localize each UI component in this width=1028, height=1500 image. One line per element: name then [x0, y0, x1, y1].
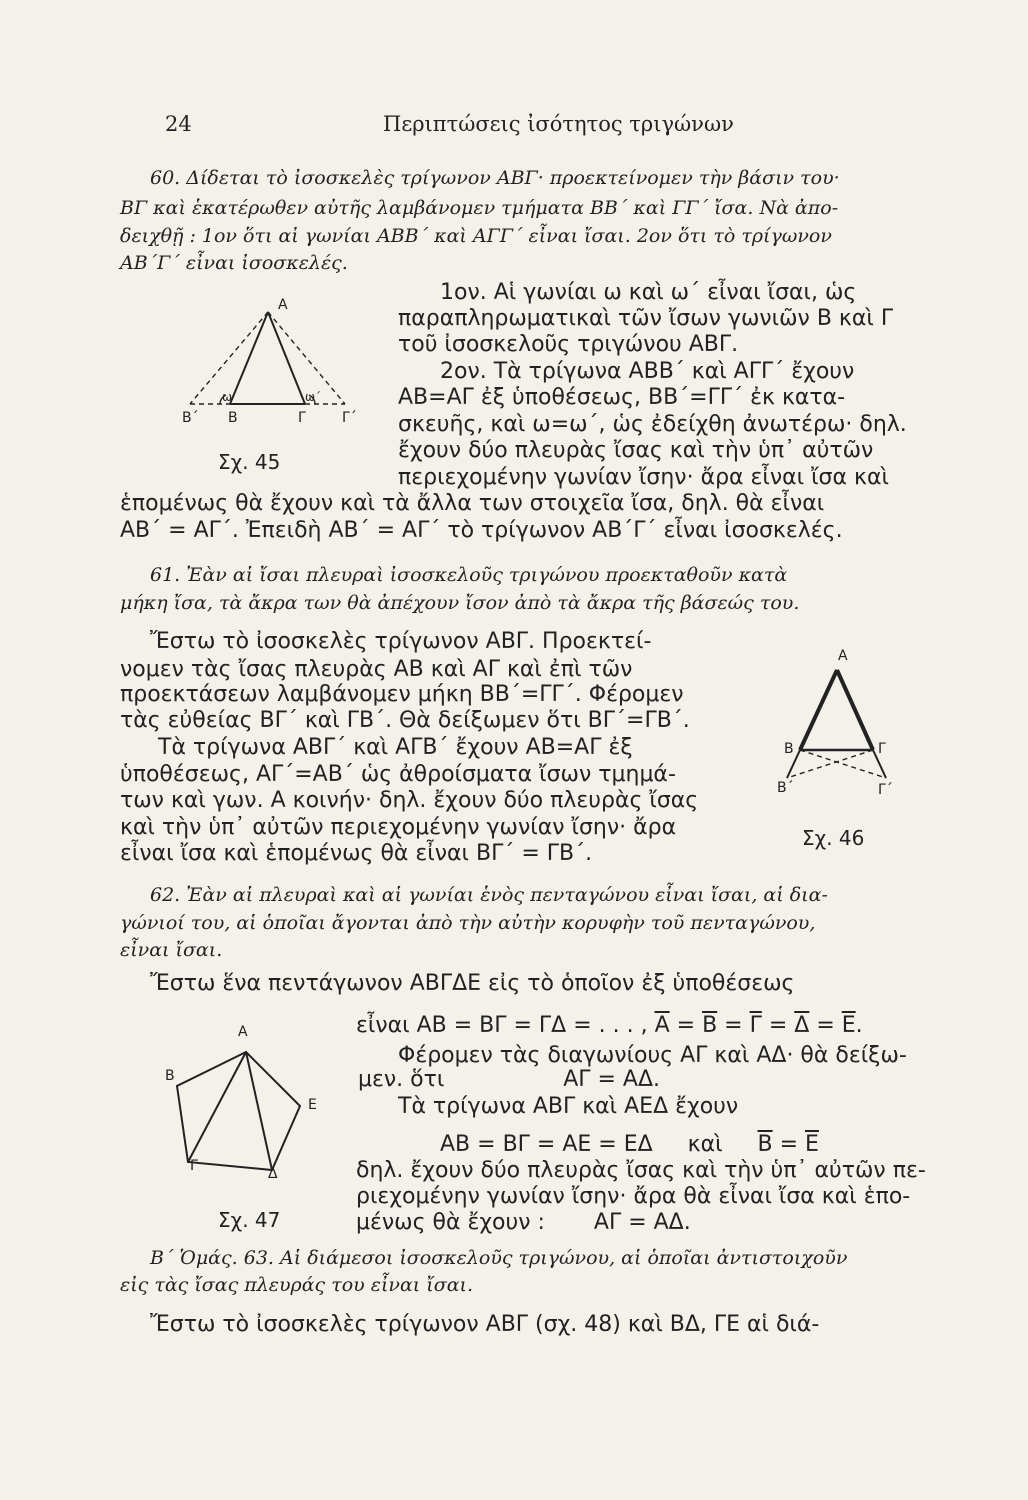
- label-g: Γ: [878, 741, 886, 757]
- label-g: Γ: [298, 410, 306, 426]
- label-omega-prime: ω΄: [305, 390, 322, 404]
- problem-63-statement-line: εἰς τὰς ἴσας πλευράς του εἶναι ἴσαι.: [120, 1274, 474, 1296]
- label-b-prime: Β΄: [182, 410, 199, 426]
- problem-60-solution-line: τοῦ ἰσοσκελοῦς τριγώνου ΑΒΓ.: [398, 332, 739, 357]
- angle-hat: $\overline{\Gamma}$: [749, 1013, 762, 1038]
- problem-62-solution-line: ριεχομένην γωνίαν ἴσην· ἄρα θὰ εἶναι ἴσα καὶ ἑπο-: [356, 1184, 911, 1209]
- side-ag: [268, 312, 305, 404]
- figure-46: [770, 650, 910, 800]
- pentagon-abgde: [177, 1052, 300, 1170]
- label-a: Α: [238, 1024, 248, 1040]
- problem-61-statement-line: 61. Ἐὰν αἱ ἴσαι πλευραὶ ἰσοσκελοῦς τριγώνου προεκταθοῦν κατὰ: [150, 564, 788, 586]
- side-ab: [800, 670, 837, 750]
- problem-62-hypothesis: εἶναι ΑΒ = ΒΓ = ΓΔ = . . . , $\overline{A} = \overline{B} = \overline{\Gamma} = \overline{\Delta} = \overline{E}$.: [356, 1013, 863, 1038]
- label-g-prime: Γ΄: [342, 410, 357, 426]
- problem-60-solution-line: 2ον. Τὰ τρίγωνα ΑΒΒ΄ καὶ ΑΓΓ΄ ἔχουν: [440, 359, 855, 384]
- page-number: 24: [165, 112, 192, 136]
- problem-63-statement-line: Β΄ Ὁμάς. 63. Αἱ διάμεσοι ἰσοσκελοῦς τριγώνου, αἱ ὁποῖαι ἀντιστοιχοῦν: [150, 1247, 848, 1269]
- problem-60-solution-line: ΑΒ΄ = ΑΓ΄. Ἐπειδὴ ΑΒ΄ = ΑΓ΄ τὸ τρίγωνον ΑΒ΄Γ΄ εἶναι ἰσοσκελές.: [120, 518, 843, 543]
- problem-61-solution-line: προεκτάσεων λαμβάνομεν μήκη ΒΒ΄=ΓΓ΄. Φέρομεν: [120, 682, 684, 707]
- problem-61-solution-line: τὰς εὐθείας ΒΓ΄ καὶ ΓΒ΄. Θὰ δείξωμεν ὅτι ΒΓ΄=ΓΒ΄.: [120, 708, 690, 733]
- angle-hat: $\overline{\Delta}$: [794, 1013, 810, 1038]
- label-b: Β: [784, 741, 794, 757]
- problem-60-solution-line: παραπληρωματικαὶ τῶν ἴσων γωνιῶν Β καὶ Γ: [398, 306, 894, 331]
- problem-60-statement-line: ΒΓ καὶ ἑκατέρωθεν αὐτῆς λαμβάνομεν τμήματα ΒΒ΄ καὶ ΓΓ΄ ἴσα. Νὰ ἀπο-: [120, 197, 839, 219]
- diagonal-ad: [246, 1052, 272, 1170]
- figure-46-caption: Σχ. 46: [802, 826, 865, 850]
- angle-hat: $\overline{A}$: [654, 1013, 670, 1038]
- equation-sides: ΑΒ = ΒΓ = ΑΕ = ΕΔ καὶ: [440, 1132, 723, 1157]
- problem-60-solution-line: ἑπομένως θὰ ἔχουν καὶ τὰ ἄλλα των στοιχεῖα ἴσα, δηλ. θὰ εἶναι: [120, 491, 825, 516]
- running-title: Περιπτώσεις ἰσότητος τριγώνων: [383, 112, 734, 136]
- problem-62-equation: ΑΒ = ΒΓ = ΑΕ = ΕΔ καὶ $\overline{B} = \overline{E}$: [440, 1132, 819, 1157]
- problem-63-solution-line: Ἔστω τὸ ἰσοσκελὲς τρίγωνον ΑΒΓ (σχ. 48) καὶ ΒΔ, ΓΕ αἱ διά-: [150, 1312, 820, 1337]
- segment-gb-prime: [787, 750, 873, 778]
- label-d: Δ: [268, 1166, 278, 1182]
- problem-62-statement-line: εἶναι ἴσαι.: [120, 939, 223, 961]
- problem-60-solution-line: ἔχουν δύο πλευρὰς ἴσας καὶ τὴν ὑπ᾿ αὐτῶν: [398, 438, 874, 463]
- problem-60-solution-line: ΑΒ=ΑΓ ἐξ ὑποθέσεως, ΒΒ΄=ΓΓ΄ ἐκ κατα-: [398, 385, 846, 410]
- problem-61-statement-line: μήκη ἴσα, τὰ ἄκρα των θὰ ἀπέχουν ἴσον ἀπὸ τὰ ἄκρα τῆς βάσεώς του.: [120, 592, 800, 614]
- hypothesis-sides: εἶναι ΑΒ = ΒΓ = ΓΔ = . . . ,: [356, 1013, 648, 1038]
- diagonal-ag: [188, 1052, 246, 1162]
- label-a: Α: [278, 297, 288, 313]
- problem-62-solution-line: Ἔστω ἕνα πεντάγωνον ΑΒΓΔΕ εἰς τὸ ὁποῖον ἐξ ὑποθέσεως: [150, 971, 795, 996]
- problem-61-solution-line: εἶναι ἴσα καὶ ἑπομένως θὰ εἶναι ΒΓ΄ = ΓΒ΄.: [120, 841, 593, 866]
- problem-62-solution-line: μένως θὰ ἔχουν : ΑΓ = ΑΔ.: [356, 1210, 691, 1235]
- problem-60-statement-line: δειχθῇ : 1ον ὅτι αἱ γωνίαι ΑΒΒ΄ καὶ ΑΓΓ΄ εἶναι ἴσαι. 2ον ὅτι τὸ τρίγωνον: [120, 225, 832, 247]
- figure-47-caption: Σχ. 47: [218, 1208, 281, 1232]
- side-ab: [230, 312, 268, 404]
- problem-61-solution-line: των καὶ γων. Α κοινήν· δηλ. ἔχουν δύο πλευρὰς ἴσας: [120, 788, 699, 813]
- label-b: Β: [165, 1068, 175, 1084]
- label-b-prime: Β΄: [777, 780, 794, 796]
- problem-61-solution-line: νομεν τὰς ἴσας πλευρὰς ΑΒ καὶ ΑΓ καὶ ἐπὶ τῶν: [120, 657, 633, 682]
- problem-62-solution-line: δηλ. ἔχουν δύο πλευρὰς ἴσας καὶ τὴν ὑπ᾿ αὐτῶν πε-: [356, 1158, 926, 1183]
- problem-62-solution-line: μεν. ὅτι ΑΓ = ΑΔ.: [358, 1067, 661, 1092]
- angle-hat: $\overline{B}$: [702, 1013, 718, 1038]
- problem-61-solution-line: ὑποθέσεως, ΑΓ΄=ΑΒ΄ ὡς ἀθροίσματα ἴσων τμημά-: [120, 762, 676, 787]
- figure-45-caption: Σχ. 45: [218, 450, 281, 474]
- problem-61-solution-line: Ἔστω τὸ ἰσοσκελὲς τρίγωνον ΑΒΓ. Προεκτεί-: [150, 629, 652, 654]
- problem-62-statement-line: 62. Ἐὰν αἱ πλευραὶ καὶ αἱ γωνίαι ἑνὸς πενταγώνου εἶναι ἴσαι, αἱ δια-: [150, 884, 828, 906]
- problem-60-solution-line: 1ον. Αἱ γωνίαι ω καὶ ω΄ εἶναι ἴσαι, ὡς: [440, 280, 857, 305]
- problem-60-statement-line: 60. Δίδεται τὸ ἰσοσκελὲς τρίγωνον ΑΒΓ· προεκτείνομεν τὴν βάσιν του·: [150, 167, 840, 189]
- problem-62-statement-line: γώνιοί του, αἱ ὁποῖαι ἄγονται ἀπὸ τὴν αὐτὴν κορυφὴν τοῦ πενταγώνου,: [120, 912, 816, 934]
- problem-61-solution-line: Τὰ τρίγωνα ΑΒΓ΄ καὶ ΑΓΒ΄ ἔχουν ΑΒ=ΑΓ ἐξ: [158, 735, 633, 760]
- problem-60-solution-line: σκευῆς, καὶ ω=ω΄, ὡς ἐδείχθη ἀνωτέρω· δηλ.: [398, 412, 907, 437]
- label-e: Ε: [308, 1097, 317, 1113]
- label-b: Β: [228, 410, 238, 426]
- angle-hat: $\overline{E}$: [805, 1132, 819, 1157]
- problem-62-solution-line: Φέρομεν τὰς διαγωνίους ΑΓ καὶ ΑΔ· θὰ δείξω-: [398, 1043, 907, 1068]
- problem-62-solution-line: Τὰ τρίγωνα ΑΒΓ καὶ ΑΕΔ ἔχουν: [398, 1094, 739, 1119]
- problem-60-solution-line: περιεχομένην γωνίαν ἴσην· ἄρα εἶναι ἴσα καὶ: [398, 465, 889, 490]
- angle-hat: $\overline{B}$: [757, 1132, 773, 1157]
- label-g-prime: Γ΄: [878, 782, 893, 798]
- problem-60-statement-line: ΑΒ΄Γ΄ εἶναι ἰσοσκελές.: [120, 252, 348, 274]
- label-g: Γ: [190, 1158, 198, 1174]
- problem-61-solution-line: καὶ τὴν ὑπ᾿ αὐτῶν περιεχομένην γωνίαν ἴσην· ἄρα: [120, 815, 677, 840]
- segment-bg-prime: [800, 750, 886, 778]
- side-ag: [837, 670, 873, 750]
- angle-hat: $\overline{E}$: [841, 1013, 856, 1038]
- label-a: Α: [838, 648, 848, 664]
- label-omega: ω: [222, 390, 233, 404]
